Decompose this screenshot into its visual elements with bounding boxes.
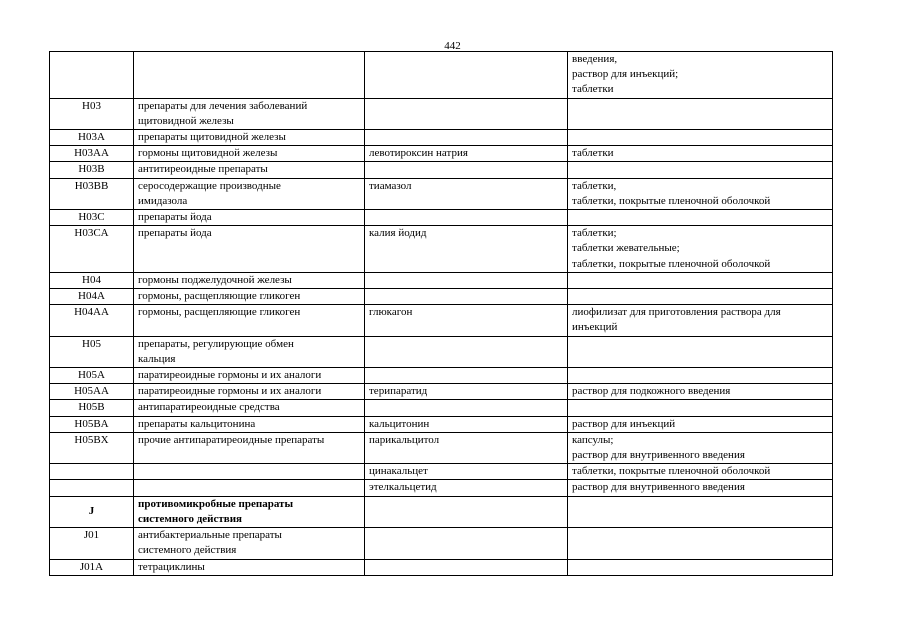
drug-name-cell — [365, 559, 568, 575]
atc-code-cell — [50, 52, 134, 99]
cell-text-line: тиамазол — [369, 179, 412, 192]
cell-text-line: гормоны поджелудочной железы — [138, 273, 292, 286]
drug-name-cell — [365, 496, 568, 527]
dosage-forms-cell — [568, 384, 833, 400]
group-name-cell — [134, 289, 365, 305]
cell-text-line: таблетки, — [572, 179, 617, 192]
drug-name-cell — [365, 226, 568, 273]
cell-text-line: парикальцитол — [369, 433, 440, 446]
dosage-forms-cell — [568, 210, 833, 226]
drug-name-cell — [365, 464, 568, 480]
group-name-cell — [134, 416, 365, 432]
table-row — [50, 496, 833, 527]
cell-text-line: антипаратиреоидные средства — [138, 401, 280, 414]
cell-text-line: введения, — [572, 53, 618, 65]
cell-text-line: препараты йода — [138, 227, 212, 240]
cell-text-line: инъекций — [572, 321, 618, 334]
table-row — [50, 559, 833, 575]
atc-code-cell: H03AA — [50, 146, 134, 162]
cell-text-line: раствор для инъекций — [572, 417, 676, 430]
atc-code-cell: H03 — [50, 98, 134, 129]
table-row — [50, 52, 833, 99]
cell-text-line: цинакальцет — [369, 465, 428, 478]
atc-code-cell: H03B — [50, 162, 134, 178]
atc-code-cell: H03CA — [50, 226, 134, 273]
table-row — [50, 384, 833, 400]
table-row — [50, 416, 833, 432]
dosage-forms-cell — [568, 162, 833, 178]
drug-name-cell — [365, 162, 568, 178]
group-name-cell — [134, 226, 365, 273]
cell-text-line: системного действия — [138, 544, 237, 557]
cell-text-line: раствор для внутривенного введения — [572, 449, 745, 462]
atc-code-cell — [50, 464, 134, 480]
cell-text-line: препараты кальцитонина — [138, 417, 256, 430]
cell-text-line: капсулы; — [572, 433, 614, 446]
cell-text-line: серосодержащие производные — [138, 179, 281, 192]
cell-text-line: терипаратид — [369, 385, 428, 398]
table-body — [50, 52, 833, 576]
drug-name-cell — [365, 400, 568, 416]
group-name-cell — [134, 305, 365, 336]
cell-text-line: антибактериальные препараты — [138, 529, 282, 542]
table-row — [50, 289, 833, 305]
drug-name-cell — [365, 98, 568, 129]
cell-text-line: таблетки — [572, 83, 614, 96]
drug-name-cell — [365, 416, 568, 432]
atc-drug-table — [49, 51, 833, 576]
group-name-cell — [134, 368, 365, 384]
group-name-cell — [134, 528, 365, 559]
cell-text-line: препараты, регулирующие обмен — [138, 337, 294, 350]
dosage-forms-cell — [568, 146, 833, 162]
drug-name-cell — [365, 289, 568, 305]
drug-name-cell — [365, 384, 568, 400]
cell-text-line: препараты для лечения заболеваний — [138, 99, 308, 112]
drug-name-cell — [365, 130, 568, 146]
cell-text-line: левотироксин натрия — [369, 147, 468, 160]
cell-text-line: антитиреоидные препараты — [138, 163, 268, 176]
cell-text-line: раствор для внутривенного введения — [572, 481, 745, 494]
dosage-forms-cell — [568, 272, 833, 288]
group-name-cell — [134, 210, 365, 226]
table-row — [50, 528, 833, 559]
atc-code-cell: H05 — [50, 336, 134, 367]
group-name-cell — [134, 464, 365, 480]
cell-text-line: этелкальцетид — [369, 481, 437, 494]
drug-name-cell — [365, 336, 568, 367]
atc-code-cell: H04 — [50, 272, 134, 288]
atc-code-cell: H05A — [50, 368, 134, 384]
dosage-forms-cell — [568, 416, 833, 432]
cell-text-line: препараты йода — [138, 211, 212, 224]
atc-code-cell: H05BX — [50, 432, 134, 463]
dosage-forms-cell — [568, 559, 833, 575]
cell-text-line: гормоны, расщепляющие гликоген — [138, 290, 301, 303]
cell-text-line: таблетки — [572, 147, 614, 160]
table-row — [50, 162, 833, 178]
drug-name-cell — [365, 432, 568, 463]
cell-text-line: прочие антипаратиреоидные препараты — [138, 433, 325, 446]
table-row — [50, 226, 833, 273]
group-name-cell — [134, 130, 365, 146]
atc-code-cell: H03BB — [50, 178, 134, 209]
table-row — [50, 272, 833, 288]
cell-text-line: таблетки, покрытые пленочной оболочкой — [572, 257, 771, 270]
group-name-cell — [134, 336, 365, 367]
atc-code-cell: H05B — [50, 400, 134, 416]
drug-name-cell — [365, 305, 568, 336]
cell-text-line: таблетки, покрытые пленочной оболочкой — [572, 465, 771, 478]
table-row — [50, 400, 833, 416]
cell-text-line: паратиреоидные гормоны и их аналоги — [138, 385, 322, 398]
cell-text-line: тетрациклины — [138, 560, 205, 573]
group-name-cell — [134, 272, 365, 288]
atc-code-cell: J01 — [50, 528, 134, 559]
cell-text-line: системного действия — [138, 512, 242, 525]
group-name-cell — [134, 432, 365, 463]
cell-text-line: препараты щитовидной железы — [138, 131, 286, 144]
dosage-forms-cell — [568, 432, 833, 463]
dosage-forms-cell — [568, 336, 833, 367]
cell-text-line: таблетки, покрытые пленочной оболочкой — [572, 194, 771, 207]
group-name-cell — [134, 146, 365, 162]
table-row — [50, 432, 833, 463]
atc-code-cell: H04A — [50, 289, 134, 305]
table-row — [50, 305, 833, 336]
table-row — [50, 464, 833, 480]
drug-name-cell — [365, 528, 568, 559]
cell-text-line: гормоны, расщепляющие гликоген — [138, 306, 301, 319]
atc-code-cell: H03C — [50, 210, 134, 226]
cell-text-line: таблетки; — [572, 227, 617, 240]
dosage-forms-cell — [568, 98, 833, 129]
atc-code-cell: H04AA — [50, 305, 134, 336]
dosage-forms-cell — [568, 305, 833, 336]
atc-code-cell: H05BA — [50, 416, 134, 432]
table-row — [50, 336, 833, 367]
cell-text-line: раствор для инъекций; — [572, 68, 679, 81]
dosage-forms-cell — [568, 496, 833, 527]
drug-name-cell — [365, 368, 568, 384]
cell-text-line: кальцитонин — [369, 417, 430, 430]
dosage-forms-cell — [568, 52, 833, 99]
dosage-forms-cell — [568, 464, 833, 480]
drug-name-cell — [365, 480, 568, 496]
table-row — [50, 98, 833, 129]
cell-text-line: раствор для подкожного введения — [572, 385, 731, 398]
group-name-cell — [134, 384, 365, 400]
drug-name-cell — [365, 178, 568, 209]
cell-text-line: кальция — [138, 352, 176, 365]
table-row — [50, 368, 833, 384]
group-name-cell — [134, 98, 365, 129]
cell-text-line: глюкагон — [369, 306, 413, 319]
group-name-cell — [134, 496, 365, 527]
table-row — [50, 210, 833, 226]
dosage-forms-cell — [568, 130, 833, 146]
table-row — [50, 178, 833, 209]
drug-name-cell — [365, 52, 568, 99]
dosage-forms-cell — [568, 368, 833, 384]
cell-text-line: таблетки жевательные; — [572, 242, 680, 255]
cell-text-line: калия йодид — [369, 227, 427, 240]
group-name-cell — [134, 400, 365, 416]
group-name-cell — [134, 480, 365, 496]
drug-name-cell — [365, 146, 568, 162]
table-row — [50, 480, 833, 496]
atc-code-cell — [50, 480, 134, 496]
dosage-forms-cell — [568, 178, 833, 209]
dosage-forms-cell — [568, 400, 833, 416]
cell-text-line: лиофилизат для приготовления раствора для — [572, 306, 781, 319]
table-row — [50, 130, 833, 146]
cell-text-line: гормоны щитовидной железы — [138, 147, 278, 160]
atc-code-cell: J — [50, 496, 134, 527]
drug-name-cell — [365, 272, 568, 288]
cell-text-line: паратиреоидные гормоны и их аналоги — [138, 369, 322, 382]
dosage-forms-cell — [568, 226, 833, 273]
atc-code-cell: H03A — [50, 130, 134, 146]
cell-text-line: имидазола — [138, 194, 188, 207]
dosage-forms-cell — [568, 289, 833, 305]
dosage-forms-cell — [568, 528, 833, 559]
drug-name-cell — [365, 210, 568, 226]
group-name-cell — [134, 52, 365, 99]
dosage-forms-cell — [568, 480, 833, 496]
group-name-cell — [134, 162, 365, 178]
group-name-cell — [134, 559, 365, 575]
group-name-cell — [134, 178, 365, 209]
cell-text-line: щитовидной железы — [138, 114, 234, 127]
atc-code-cell: J01A — [50, 559, 134, 575]
page-number: 442 — [444, 40, 461, 52]
table-row — [50, 146, 833, 162]
atc-code-cell: H05AA — [50, 384, 134, 400]
cell-text-line: противомикробные препараты — [138, 497, 294, 510]
